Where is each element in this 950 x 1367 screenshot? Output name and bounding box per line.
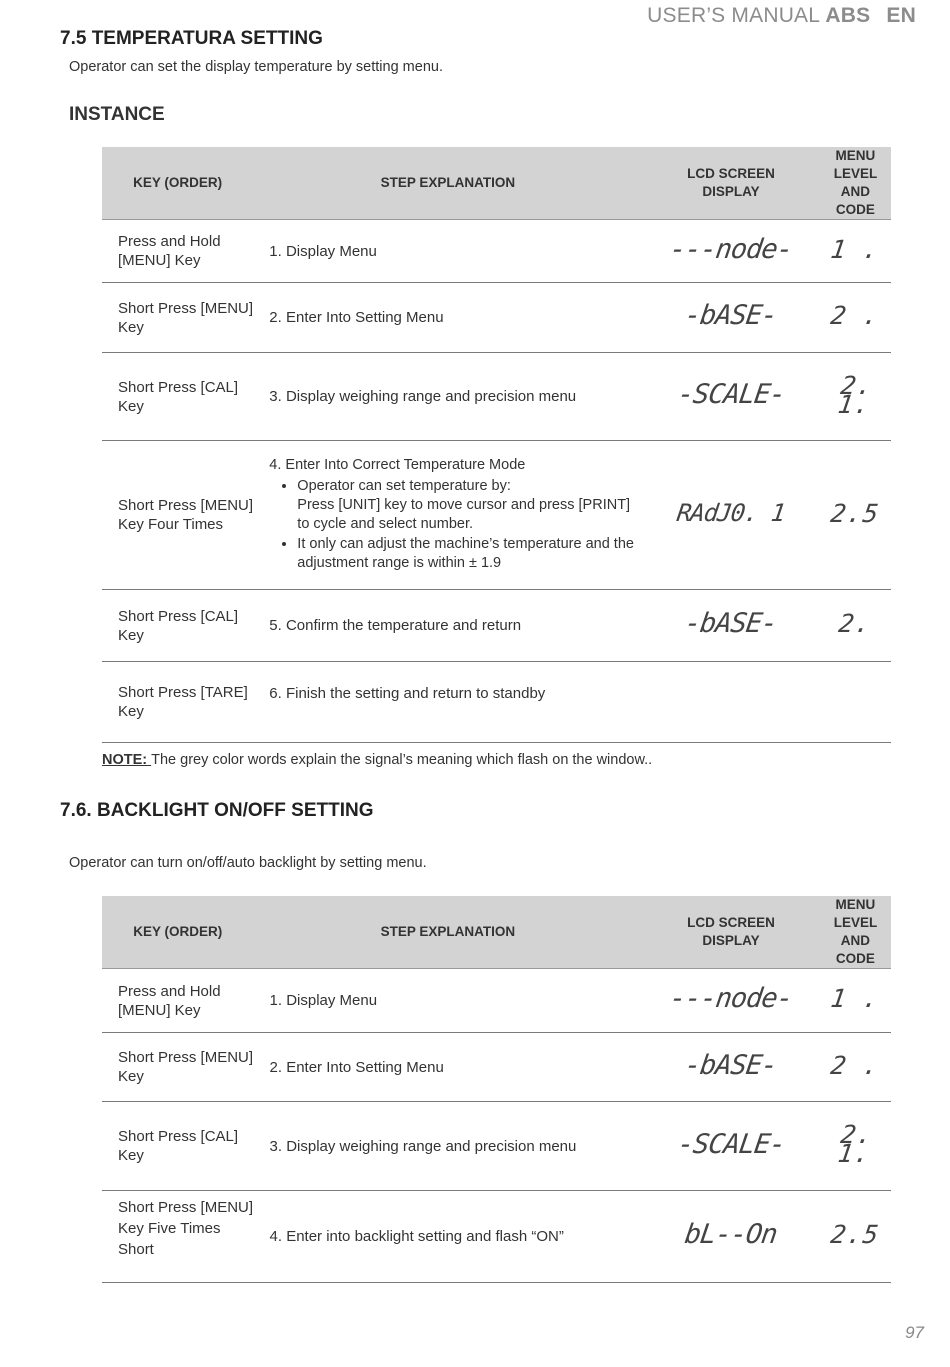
key-order: Short Press [MENU] Key Four Times bbox=[102, 441, 253, 590]
menu-code-text: 2.5 bbox=[829, 498, 882, 528]
table-row bbox=[102, 969, 891, 1033]
step-bullets bbox=[269, 477, 642, 573]
lcd-text: -SCALE- bbox=[675, 1128, 787, 1160]
section-title-backlight: 7.6. BACKLIGHT ON/OFF SETTING bbox=[60, 800, 374, 821]
table-header-row bbox=[102, 896, 891, 969]
col-step: STEP EXPLANATION bbox=[253, 147, 642, 220]
table-header-row bbox=[102, 147, 891, 220]
section-intro-backlight: Operator can turn on/off/auto backlight by setting menu. bbox=[69, 855, 427, 871]
key-order: Press and Hold [MENU] Key bbox=[102, 220, 253, 283]
key-order: Short Press [MENU] Key Five Times Short bbox=[102, 1191, 254, 1283]
menu-code bbox=[820, 1191, 891, 1283]
lcd-text: bL--On bbox=[683, 1219, 779, 1250]
menu-code bbox=[820, 220, 891, 283]
menu-code bbox=[820, 441, 891, 590]
lcd-display bbox=[642, 1191, 820, 1283]
table-row bbox=[102, 1191, 891, 1283]
table-row bbox=[102, 1102, 891, 1191]
lcd-text: -bASE- bbox=[683, 608, 780, 639]
step-title: 4. Enter Into Correct Temperature Mode bbox=[269, 457, 526, 473]
table-row bbox=[102, 590, 891, 662]
section-title-temperature: 7.5 TEMPERATURA SETTING bbox=[60, 28, 323, 49]
menu-code-text: 2 . bbox=[829, 1050, 882, 1080]
table-row bbox=[102, 220, 891, 283]
bullet-item bbox=[297, 477, 642, 534]
menu-code-text: 2 . bbox=[829, 301, 882, 330]
lcd-display bbox=[642, 969, 820, 1033]
step-explanation: 1. Display Menu bbox=[254, 969, 643, 1033]
section-intro-temperature: Operator can set the display temperature by setting menu. bbox=[69, 59, 443, 75]
menu-code bbox=[820, 590, 891, 662]
lcd-display bbox=[642, 220, 819, 283]
note bbox=[102, 752, 652, 768]
bullet-item: • It only can adjust the machine’s temperature and the adjustment range is within ± 1.9 bbox=[297, 535, 642, 573]
temperature-steps-table bbox=[102, 147, 891, 743]
menu-code-text: 2. 1. bbox=[835, 370, 875, 419]
note-label: NOTE: bbox=[102, 752, 152, 768]
lcd-display bbox=[642, 441, 819, 590]
lcd-display bbox=[642, 662, 819, 743]
step-explanation bbox=[253, 441, 642, 590]
instance-heading: INSTANCE bbox=[69, 104, 165, 125]
table-row bbox=[102, 353, 891, 441]
lcd-text: -bASE- bbox=[683, 300, 780, 331]
menu-code-text: 2. bbox=[837, 609, 874, 638]
lcd-display bbox=[642, 590, 819, 662]
key-order: Short Press [CAL] Key bbox=[102, 1102, 254, 1191]
lcd-text: RAdJ0. 1 bbox=[675, 499, 787, 527]
lcd-text: ---node- bbox=[667, 983, 795, 1014]
bullet-subtext: Press [UNIT] key to move cursor and press [PRINT] to cycle and select number. bbox=[297, 497, 631, 532]
note-text: The grey color words explain the signal’s meaning which flash on the window.. bbox=[151, 752, 653, 768]
col-code: MENU LEVEL AND CODE bbox=[820, 896, 891, 969]
step-explanation: 4. Enter into backlight setting and flash “ON” bbox=[254, 1191, 643, 1283]
col-lcd: LCD SCREEN DISPLAY bbox=[642, 896, 820, 969]
col-step: STEP EXPLANATION bbox=[254, 896, 643, 969]
key-order: Short Press [MENU] Key bbox=[102, 1033, 254, 1102]
key-order: Short Press [CAL] Key bbox=[102, 590, 253, 662]
lcd-display bbox=[642, 283, 819, 353]
lcd-display bbox=[642, 353, 819, 441]
col-key: KEY (ORDER) bbox=[102, 896, 254, 969]
key-order: Short Press [MENU] Key bbox=[102, 283, 253, 353]
menu-code bbox=[820, 1102, 891, 1191]
step-explanation: 1. Display Menu bbox=[253, 220, 642, 283]
menu-code-text: 1 . bbox=[829, 984, 882, 1013]
col-code: MENU LEVEL AND CODE bbox=[820, 147, 891, 220]
menu-code-text: 2. 1. bbox=[835, 1120, 875, 1168]
header-brand: ABS bbox=[825, 4, 871, 27]
menu-code bbox=[820, 662, 891, 743]
table-row bbox=[102, 283, 891, 353]
key-order: Press and Hold [MENU] Key bbox=[102, 969, 254, 1033]
table-row bbox=[102, 441, 891, 590]
key-order: Short Press [CAL] Key bbox=[102, 353, 253, 441]
lcd-text: -bASE- bbox=[683, 1049, 779, 1081]
lcd-text: ---node- bbox=[667, 233, 795, 265]
menu-code bbox=[820, 353, 891, 441]
step-explanation: 2. Enter Into Setting Menu bbox=[254, 1033, 643, 1102]
menu-code bbox=[820, 1033, 891, 1102]
header-manual: USER’S MANUAL bbox=[647, 4, 820, 27]
col-lcd: LCD SCREEN DISPLAY bbox=[642, 147, 819, 220]
table-row bbox=[102, 662, 891, 743]
lcd-text: -SCALE- bbox=[675, 379, 787, 410]
menu-code-text: 1 . bbox=[829, 234, 882, 264]
backlight-steps-table bbox=[102, 896, 891, 1283]
menu-code bbox=[820, 283, 891, 353]
running-header bbox=[647, 4, 916, 28]
key-order: Short Press [TARE] Key bbox=[102, 662, 253, 743]
table-row bbox=[102, 1033, 891, 1102]
lcd-display bbox=[642, 1102, 820, 1191]
step-explanation: 3. Display weighing range and precision menu bbox=[254, 1102, 643, 1191]
page-number: 97 bbox=[905, 1323, 924, 1342]
step-explanation: 6. Finish the setting and return to standby bbox=[253, 662, 642, 743]
step-explanation: 5. Confirm the temperature and return bbox=[253, 590, 642, 662]
menu-code bbox=[820, 969, 891, 1033]
menu-code-text: 2.5 bbox=[829, 1220, 882, 1249]
step-explanation: 3. Display weighing range and precision menu bbox=[253, 353, 642, 441]
col-key: KEY (ORDER) bbox=[102, 147, 253, 220]
header-lang: EN bbox=[886, 4, 916, 27]
bullet-text: Operator can set temperature by: bbox=[297, 478, 511, 494]
step-explanation: 2. Enter Into Setting Menu bbox=[253, 283, 642, 353]
lcd-display bbox=[642, 1033, 820, 1102]
